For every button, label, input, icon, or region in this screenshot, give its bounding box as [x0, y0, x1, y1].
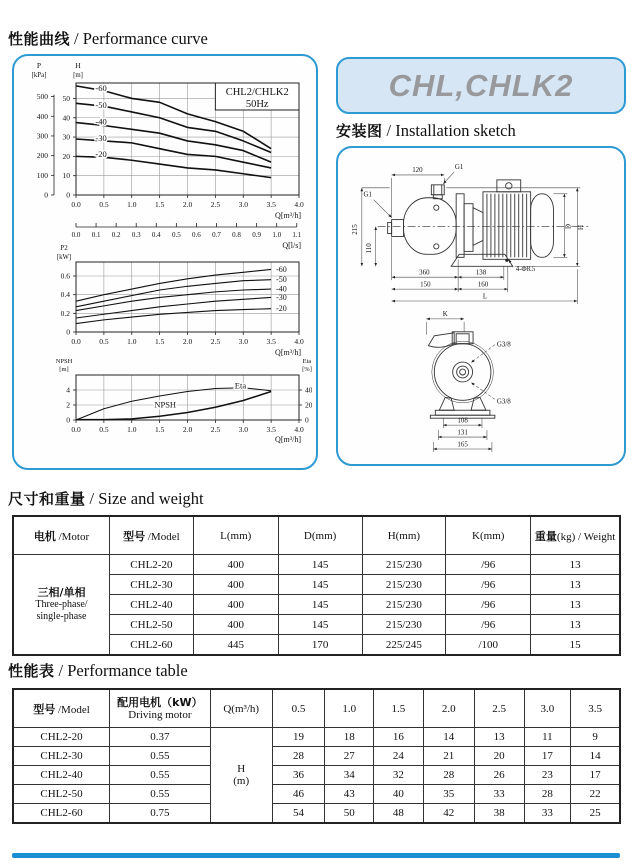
table-cell: 400 — [193, 575, 278, 595]
table-cell: 0.55 — [110, 785, 211, 804]
head-unit-cell — [210, 728, 272, 824]
col-header-model — [110, 516, 194, 555]
static-span: (kg) / Weight — [556, 530, 616, 543]
motor — [483, 180, 553, 259]
col-header-q1: 0.5 — [272, 689, 325, 728]
col-header-q2: 1.0 — [325, 689, 374, 728]
chart-text: -40 — [95, 116, 107, 127]
table-cell: 11 — [524, 728, 571, 747]
table-cell: CHL2-50 — [13, 785, 110, 804]
table-cell: 9 — [571, 728, 620, 747]
heading-zh: 安装图 — [336, 122, 383, 140]
chart-text: P2 — [60, 244, 68, 252]
col-header-q6: 3.0 — [524, 689, 571, 728]
g1-left-label: G1 — [363, 190, 373, 199]
table-cell: 170 — [278, 635, 362, 656]
chart-text: 0.2 — [60, 308, 70, 318]
static-rect — [531, 194, 554, 258]
static-div: Three-phase/ — [35, 598, 88, 610]
chart-text: [kW] — [56, 254, 72, 261]
static-line — [471, 382, 495, 399]
product-title-box — [336, 57, 626, 114]
col-header-q4: 2.0 — [423, 689, 474, 728]
static-rect — [404, 198, 457, 255]
table-cell: 28 — [423, 766, 474, 785]
static-circle — [453, 362, 473, 382]
table-cell: 24 — [374, 747, 424, 766]
static-span: 型号 — [123, 529, 146, 543]
chart-text: Q[l/s] — [282, 241, 301, 250]
table-cell: /96 — [446, 575, 531, 595]
chart-text: 0.4 — [60, 290, 70, 300]
chart-text: Eta — [302, 358, 312, 365]
table-cell: 40 — [374, 785, 424, 804]
chart-text: CHL2/CHLK2 — [225, 87, 289, 98]
table-cell: 13 — [531, 555, 620, 575]
chart-text: 10 — [62, 171, 70, 181]
chart-text: 0.5 — [99, 425, 109, 434]
chart-text: 50 — [62, 93, 70, 103]
table-cell: 13 — [474, 728, 524, 747]
chart-text: 300 — [36, 131, 48, 141]
static-span: H(mm) — [387, 529, 421, 542]
chart-text: 2.0 — [182, 337, 193, 346]
static-polyline — [76, 156, 271, 177]
table-cell: 14 — [423, 728, 474, 747]
table-cell: 17 — [524, 747, 571, 766]
table-cell: 145 — [278, 555, 362, 575]
pump-front-view — [428, 332, 495, 418]
static-span: 电机 — [33, 529, 56, 543]
chart-text: 2.5 — [210, 337, 221, 346]
chart-text: 0.3 — [131, 231, 141, 239]
static-circle — [434, 244, 439, 249]
static-polygon — [439, 397, 454, 410]
dim-110-label: 110 — [364, 243, 373, 254]
static-rect — [464, 204, 473, 252]
chart-text: 0.4 — [151, 231, 161, 239]
chart-text: 2.0 — [182, 425, 193, 434]
table-cell: 215/230 — [362, 595, 446, 615]
static-span: L(mm) — [220, 529, 252, 542]
static-span: 型号 — [33, 702, 56, 716]
dim-H-label: H — [577, 225, 586, 231]
table-row — [13, 785, 620, 804]
table-cell: 400 — [193, 595, 278, 615]
chart-text: 0.6 — [60, 271, 70, 281]
table-cell: 23 — [524, 766, 571, 785]
chart-text: -60 — [276, 264, 287, 274]
table-cell: 20 — [474, 747, 524, 766]
chart-text: -50 — [95, 100, 107, 111]
bolt-note-label: 4-Φ8.5 — [515, 265, 536, 274]
chart-text: 40 — [62, 113, 70, 123]
table-row — [13, 555, 620, 575]
table-cell: 19 — [272, 728, 325, 747]
chart-text: -20 — [276, 304, 287, 314]
chart-text: 0 — [44, 190, 48, 200]
table-cell: 445 — [193, 635, 278, 656]
table-cell: 28 — [524, 785, 571, 804]
dim-D-label: D — [564, 224, 573, 230]
table-cell: 22 — [571, 785, 620, 804]
chart-text: 2.5 — [210, 200, 221, 209]
col-header-driving-motor — [110, 689, 211, 728]
chart-text: 3.0 — [238, 200, 248, 209]
installation-sketch-panel — [336, 146, 626, 466]
static-rect — [435, 410, 490, 415]
chart-text: 2.5 — [210, 425, 221, 434]
chart-text: 3.0 — [238, 425, 248, 434]
chart-text: 2 — [66, 400, 70, 410]
chart-text: [m] — [73, 72, 83, 79]
heading-zh: 尺寸和重量 — [8, 490, 86, 508]
table-cell: 36 — [272, 766, 325, 785]
section-heading-performance-table — [8, 660, 188, 681]
col-header-L — [193, 516, 278, 555]
static-circle — [432, 341, 494, 403]
chart-text: Q[m³/h] — [275, 435, 301, 444]
heading-zh: 性能曲线 — [8, 30, 71, 48]
table-row — [13, 766, 620, 785]
size-weight-table — [12, 515, 621, 656]
chart-text: 4.0 — [294, 200, 304, 209]
static-polygon — [471, 397, 486, 410]
table-cell: 13 — [531, 575, 620, 595]
chart-text: 0 — [305, 415, 309, 425]
static-div: 配用电机（kW） — [117, 695, 203, 709]
col-header-flow: Q(m³/h) — [210, 689, 272, 728]
chart-text: 4 — [66, 385, 70, 395]
chart-text: 20 — [305, 400, 312, 410]
chart-text: 0.0 — [71, 337, 81, 346]
static-rect — [456, 334, 469, 344]
table-cell: 33 — [474, 785, 524, 804]
static-circle — [505, 259, 508, 262]
static-div: 三相/单相 — [37, 585, 86, 599]
static-div: Driving motor — [128, 708, 192, 721]
table-cell: 28 — [272, 747, 325, 766]
dim-165-label: 165 — [457, 440, 468, 449]
dim-131-label: 131 — [457, 428, 468, 437]
chart-text: 1.0 — [127, 425, 137, 434]
dim-160-label: 160 — [477, 280, 489, 289]
chart-text: 20 — [62, 151, 70, 161]
table-cell: 54 — [272, 804, 325, 824]
chart-text: 0.0 — [71, 200, 81, 209]
table-cell: CHL2-20 — [13, 728, 110, 747]
side-view-dimensions — [362, 172, 580, 304]
static-circle — [434, 344, 491, 401]
chart-text: -60 — [95, 82, 107, 93]
table-cell: CHL2-60 — [110, 635, 194, 656]
static-div: single-phase — [36, 610, 87, 622]
static-polyline — [76, 103, 271, 152]
chart-text: 0.5 — [99, 337, 109, 346]
col-header-q3: 1.5 — [374, 689, 424, 728]
table-cell: /96 — [446, 615, 531, 635]
chart-text: 0.1 — [91, 231, 101, 239]
table-cell: /96 — [446, 555, 531, 575]
chart-text: -20 — [95, 149, 107, 160]
chart-text: H — [75, 61, 81, 70]
table-cell: 27 — [325, 747, 374, 766]
table-cell: 21 — [423, 747, 474, 766]
chart-text: 3.5 — [266, 200, 276, 209]
footer-accent-bar — [12, 853, 620, 858]
heading-en: / Size and weight — [89, 489, 204, 508]
table-row — [13, 747, 620, 766]
static-span: /Model — [145, 530, 180, 543]
static-line — [443, 172, 454, 184]
table-header-row — [13, 516, 620, 555]
chart-text: 1.5 — [154, 200, 165, 209]
table-cell: 400 — [193, 555, 278, 575]
chart-text: 0 — [66, 190, 70, 200]
table-cell: 48 — [374, 804, 424, 824]
chart-text: 1.0 — [127, 200, 137, 209]
section-heading-size-weight — [8, 488, 204, 509]
chart-text: Q[m³/h] — [275, 348, 301, 357]
chart-text: 0.0 — [71, 425, 81, 434]
static-polyline — [76, 280, 271, 307]
chart-text: 1.1 — [292, 231, 302, 239]
product-title: CHL,CHLK2 — [388, 67, 574, 103]
table-cell: 215/230 — [362, 615, 446, 635]
table-cell: 33 — [524, 804, 571, 824]
col-header-H — [362, 516, 446, 555]
performance-curves-chart — [14, 56, 312, 464]
chart-text: Eta — [234, 380, 247, 391]
static-span: 重量 — [534, 529, 557, 543]
chart-text: [m] — [59, 366, 69, 373]
chart-text: 1.5 — [154, 337, 165, 346]
chart-text: 3.5 — [266, 337, 276, 346]
performance-curve-panel — [12, 54, 318, 470]
static-circle — [434, 205, 439, 210]
static-rect — [431, 185, 444, 195]
chart-text: [%] — [302, 366, 312, 373]
col-header-D — [278, 516, 362, 555]
static-circle — [457, 366, 469, 378]
table-cell: 16 — [374, 728, 424, 747]
table-cell: CHL2-30 — [110, 575, 194, 595]
table-cell: 225/245 — [362, 635, 446, 656]
chart-text: 40 — [305, 385, 312, 395]
chart-text: 1.0 — [272, 231, 282, 239]
table-cell: 13 — [531, 595, 620, 615]
table-cell: 18 — [325, 728, 374, 747]
chart-text: 50Hz — [245, 99, 269, 110]
table-cell: CHL2-40 — [110, 595, 194, 615]
table-cell: 0.37 — [110, 728, 211, 747]
chart-text: -30 — [95, 133, 107, 144]
col-header-model — [13, 689, 110, 728]
table-cell: 215/230 — [362, 555, 446, 575]
table-cell: 13 — [531, 615, 620, 635]
static-polyline — [76, 309, 271, 324]
static-circle — [460, 369, 466, 375]
heading-en: / Installation sketch — [386, 121, 516, 140]
chart-text: 0.8 — [232, 231, 241, 239]
static-line — [471, 345, 495, 363]
section-heading-performance-curve — [8, 28, 208, 49]
table-cell: 35 — [423, 785, 474, 804]
table-cell: 0.55 — [110, 766, 211, 785]
chart-text: NPSH — [154, 399, 177, 410]
table-cell: 34 — [325, 766, 374, 785]
table-cell: 17 — [571, 766, 620, 785]
chart-text: 3.0 — [238, 337, 248, 346]
heading-en: / Performance table — [58, 661, 188, 680]
chart-text: 4.0 — [294, 425, 304, 434]
dim-108-label: 108 — [457, 416, 468, 425]
chart-text: NPSH — [55, 358, 73, 365]
chart-text: [kPa] — [31, 72, 47, 79]
g38-bottom-label: G3/8 — [496, 397, 511, 406]
table-cell: 14 — [571, 747, 620, 766]
chart-text: 4.0 — [294, 337, 304, 346]
table-cell: 46 — [272, 785, 325, 804]
chart-text: -40 — [276, 284, 287, 294]
table-cell: 25 — [571, 804, 620, 824]
table-row — [13, 728, 620, 747]
chart-text: 30 — [62, 132, 70, 142]
chart-text: Q[m³/h] — [275, 211, 301, 220]
static-rect — [497, 180, 521, 192]
table-cell: 145 — [278, 615, 362, 635]
table-cell: 26 — [474, 766, 524, 785]
table-cell: 400 — [193, 615, 278, 635]
table-cell: /100 — [446, 635, 531, 656]
chart-text: 0 — [66, 327, 70, 337]
dim-360-label: 360 — [419, 268, 430, 277]
col-header-motor — [13, 516, 110, 555]
section-heading-installation — [336, 120, 516, 141]
chart-text: 0.9 — [252, 231, 262, 239]
table-cell: 0.75 — [110, 804, 211, 824]
dim-L-label: L — [482, 292, 488, 301]
chart-text: 1.5 — [154, 425, 165, 434]
col-header-q7: 3.5 — [571, 689, 620, 728]
static-div: H — [237, 763, 246, 775]
table-cell: 0.55 — [110, 747, 211, 766]
table-cell: CHL2-20 — [110, 555, 194, 575]
static-rect — [392, 220, 404, 237]
heading-zh: 性能表 — [8, 662, 55, 680]
table-cell: /96 — [446, 595, 531, 615]
dim-215-label: 215 — [350, 224, 359, 235]
static-div: (m) — [233, 775, 250, 787]
table-cell: CHL2-30 — [13, 747, 110, 766]
chart-text: 0.0 — [71, 231, 81, 239]
chart-text: 100 — [36, 170, 48, 180]
chart-text: -30 — [276, 292, 287, 302]
static-span: D(mm) — [303, 529, 337, 542]
chart-text: 0.5 — [99, 200, 109, 209]
table-cell: CHL2-40 — [13, 766, 110, 785]
chart-text: 0.7 — [212, 231, 221, 239]
table-cell: CHL2-60 — [13, 804, 110, 824]
dim-150-label: 150 — [420, 280, 431, 289]
table-cell: CHL2-50 — [110, 615, 194, 635]
pump-side-view — [378, 180, 589, 266]
chart-text: 0.5 — [171, 231, 181, 239]
col-header-weight — [531, 516, 620, 555]
table-cell: 32 — [374, 766, 424, 785]
static-line — [374, 200, 392, 218]
table-cell: 50 — [325, 804, 374, 824]
heading-en: / Performance curve — [74, 29, 208, 48]
table-row — [13, 804, 620, 824]
chart-text: -50 — [276, 275, 287, 285]
table-cell: 38 — [474, 804, 524, 824]
static-polygon — [451, 254, 513, 266]
installation-sketch-drawing — [338, 148, 620, 460]
table-header-row — [13, 689, 620, 728]
table-cell: 145 — [278, 595, 362, 615]
table-cell: 43 — [325, 785, 374, 804]
g38-top-label: G3/8 — [496, 340, 511, 349]
static-path — [428, 333, 454, 347]
table-cell: 145 — [278, 575, 362, 595]
g1-top-label: G1 — [454, 162, 464, 171]
dim-K-label: K — [442, 309, 448, 318]
dim-120-label: 120 — [412, 165, 423, 174]
static-rect — [456, 194, 464, 258]
chart-text: 2.0 — [182, 200, 193, 209]
col-header-q5: 2.5 — [474, 689, 524, 728]
chart-text: 0 — [66, 415, 70, 425]
dim-138-label: 138 — [475, 268, 487, 277]
chart-text: P — [36, 61, 42, 70]
motor-group-cell — [13, 555, 110, 656]
col-header-K — [446, 516, 531, 555]
static-span: /Motor — [55, 530, 90, 543]
table-cell: 15 — [531, 635, 620, 656]
chart-text: 400 — [36, 111, 48, 121]
static-rect — [388, 223, 392, 234]
static-span: K(mm) — [472, 529, 505, 542]
chart-text: 200 — [36, 151, 48, 161]
table-cell: 215/230 — [362, 575, 446, 595]
chart-text: 1.0 — [127, 337, 137, 346]
chart-text: 500 — [36, 92, 48, 102]
chart-text: 3.5 — [266, 425, 276, 434]
static-span: /Model — [55, 703, 90, 716]
chart-text: 0.2 — [111, 231, 121, 239]
chart-text: 0.6 — [192, 231, 201, 239]
performance-table — [12, 688, 621, 824]
table-cell: 42 — [423, 804, 474, 824]
